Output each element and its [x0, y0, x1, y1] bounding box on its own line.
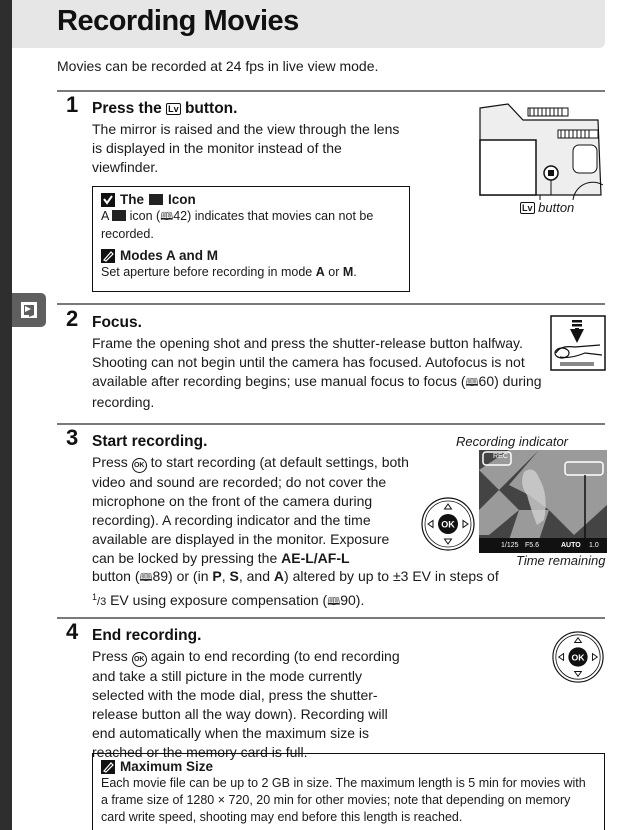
note-title: Modes A and M: [101, 247, 401, 264]
page-ref[interactable]: 42: [173, 209, 188, 223]
step-body: Press OK to start recording (at default settings, both video and sound are recorded; do not cover the microphone on the front of the camera during recording). A recording indicator and the time available are displayed in the monitor. Exposure can be locked by pressing the AE-L/AF-L: [92, 454, 409, 566]
step-divider: [57, 90, 605, 92]
left-edge-strip: [0, 0, 12, 830]
rec-indicator: REC: [493, 453, 508, 460]
heading-text: button.: [184, 100, 238, 117]
multi-selector-figure: [551, 630, 605, 684]
step-number: 4: [66, 619, 79, 644]
step-body: Press OK again to end recording (to end recording and take a still picture in the mode currently selected with the mode dial, press the shutter-release button all the way down). Recording will end automatically when the maximum size is reached or the memory card is full.: [92, 648, 400, 760]
shutter-speed: 1/125: [501, 542, 519, 549]
step-body: Frame the opening shot and press the shutter-release button halfway. Shooting can not begin until the camera has focused. Autofocus is not available after recording begins; use manual focus to focus (🕮60) during recording.: [92, 335, 542, 410]
step-body-continued: button (🕮89) or (in P, S, and A) altered by up to ±3 EV in steps of $^1$/3 EV using exposure compensation (🕮90).: [92, 567, 512, 612]
page-ref[interactable]: 89: [152, 568, 169, 584]
exposure-value: 1.0: [589, 542, 599, 549]
monitor-display: [479, 450, 607, 553]
recording-indicator-caption: Recording indicator: [456, 434, 569, 449]
pencil-icon: [101, 760, 115, 774]
title-bar: [12, 0, 605, 48]
no-movie-icon: [149, 194, 163, 205]
book-icon: 🕮: [160, 211, 174, 223]
book-icon: 🕮: [139, 572, 153, 584]
ok-button-glyph: OK: [132, 652, 147, 667]
time-remaining-caption: Time remaining: [516, 553, 606, 568]
step-divider: [57, 423, 605, 425]
book-icon: 🕮: [327, 596, 341, 608]
checkerboard-scene: [479, 450, 607, 553]
note-title: The Icon: [101, 191, 401, 208]
pencil-icon: [101, 249, 115, 263]
no-movie-icon: [112, 210, 126, 221]
section-tab[interactable]: [12, 293, 46, 327]
camera-back-figure: [478, 100, 603, 200]
multi-selector-figure: [420, 496, 476, 552]
step-number: 1: [66, 92, 79, 117]
ok-button-glyph: OK: [132, 458, 147, 473]
book-icon: 🕮: [465, 377, 479, 389]
lv-button-glyph: Lv: [522, 203, 533, 213]
note-box: [92, 186, 410, 292]
check-icon: [101, 193, 115, 207]
note-text: Set aperture before recording in mode A or M.: [101, 265, 357, 279]
note-text: A icon (🕮42) indicates that movies can not be recorded.: [101, 209, 374, 241]
figure-caption: Lv button: [522, 200, 575, 215]
step-divider: [57, 617, 605, 619]
step-divider: [57, 303, 605, 305]
iso: AUTO: [561, 542, 581, 549]
heading-text: Press the: [92, 100, 162, 117]
ok-button-label: OK: [441, 519, 455, 530]
page-ref[interactable]: 60: [478, 373, 495, 389]
note-box: [92, 753, 605, 830]
step-heading: Start recording.: [92, 433, 208, 450]
step-heading: End recording.: [92, 627, 202, 644]
shutter-half-press-figure: [550, 315, 606, 371]
step-heading: [92, 100, 237, 118]
note-title: Maximum Size: [101, 758, 596, 775]
note-text: Each movie file can be up to 2 GB in size. The maximum length is 5 min for movies with a frame size of 1280 × 720, 20 min for other movies; note that depending on memory card write speed, shooting may end before this length is reached.: [101, 776, 586, 824]
movie-camera-icon: [12, 293, 46, 327]
step-heading: Focus.: [92, 314, 142, 331]
ok-button-label: OK: [571, 652, 585, 663]
step-number: 3: [66, 425, 79, 450]
lv-button-glyph: Lv: [168, 104, 179, 114]
step-number: 2: [66, 306, 79, 331]
step-body: The mirror is raised and the view through the lens is displayed in the monitor instead of the viewfinder.: [92, 121, 400, 175]
page-title: Recording Movies: [57, 5, 299, 37]
page-ref[interactable]: 90: [340, 592, 356, 608]
aperture: F5.6: [525, 542, 540, 549]
intro-text: Movies can be recorded at 24 fps in live view mode.: [57, 58, 379, 74]
